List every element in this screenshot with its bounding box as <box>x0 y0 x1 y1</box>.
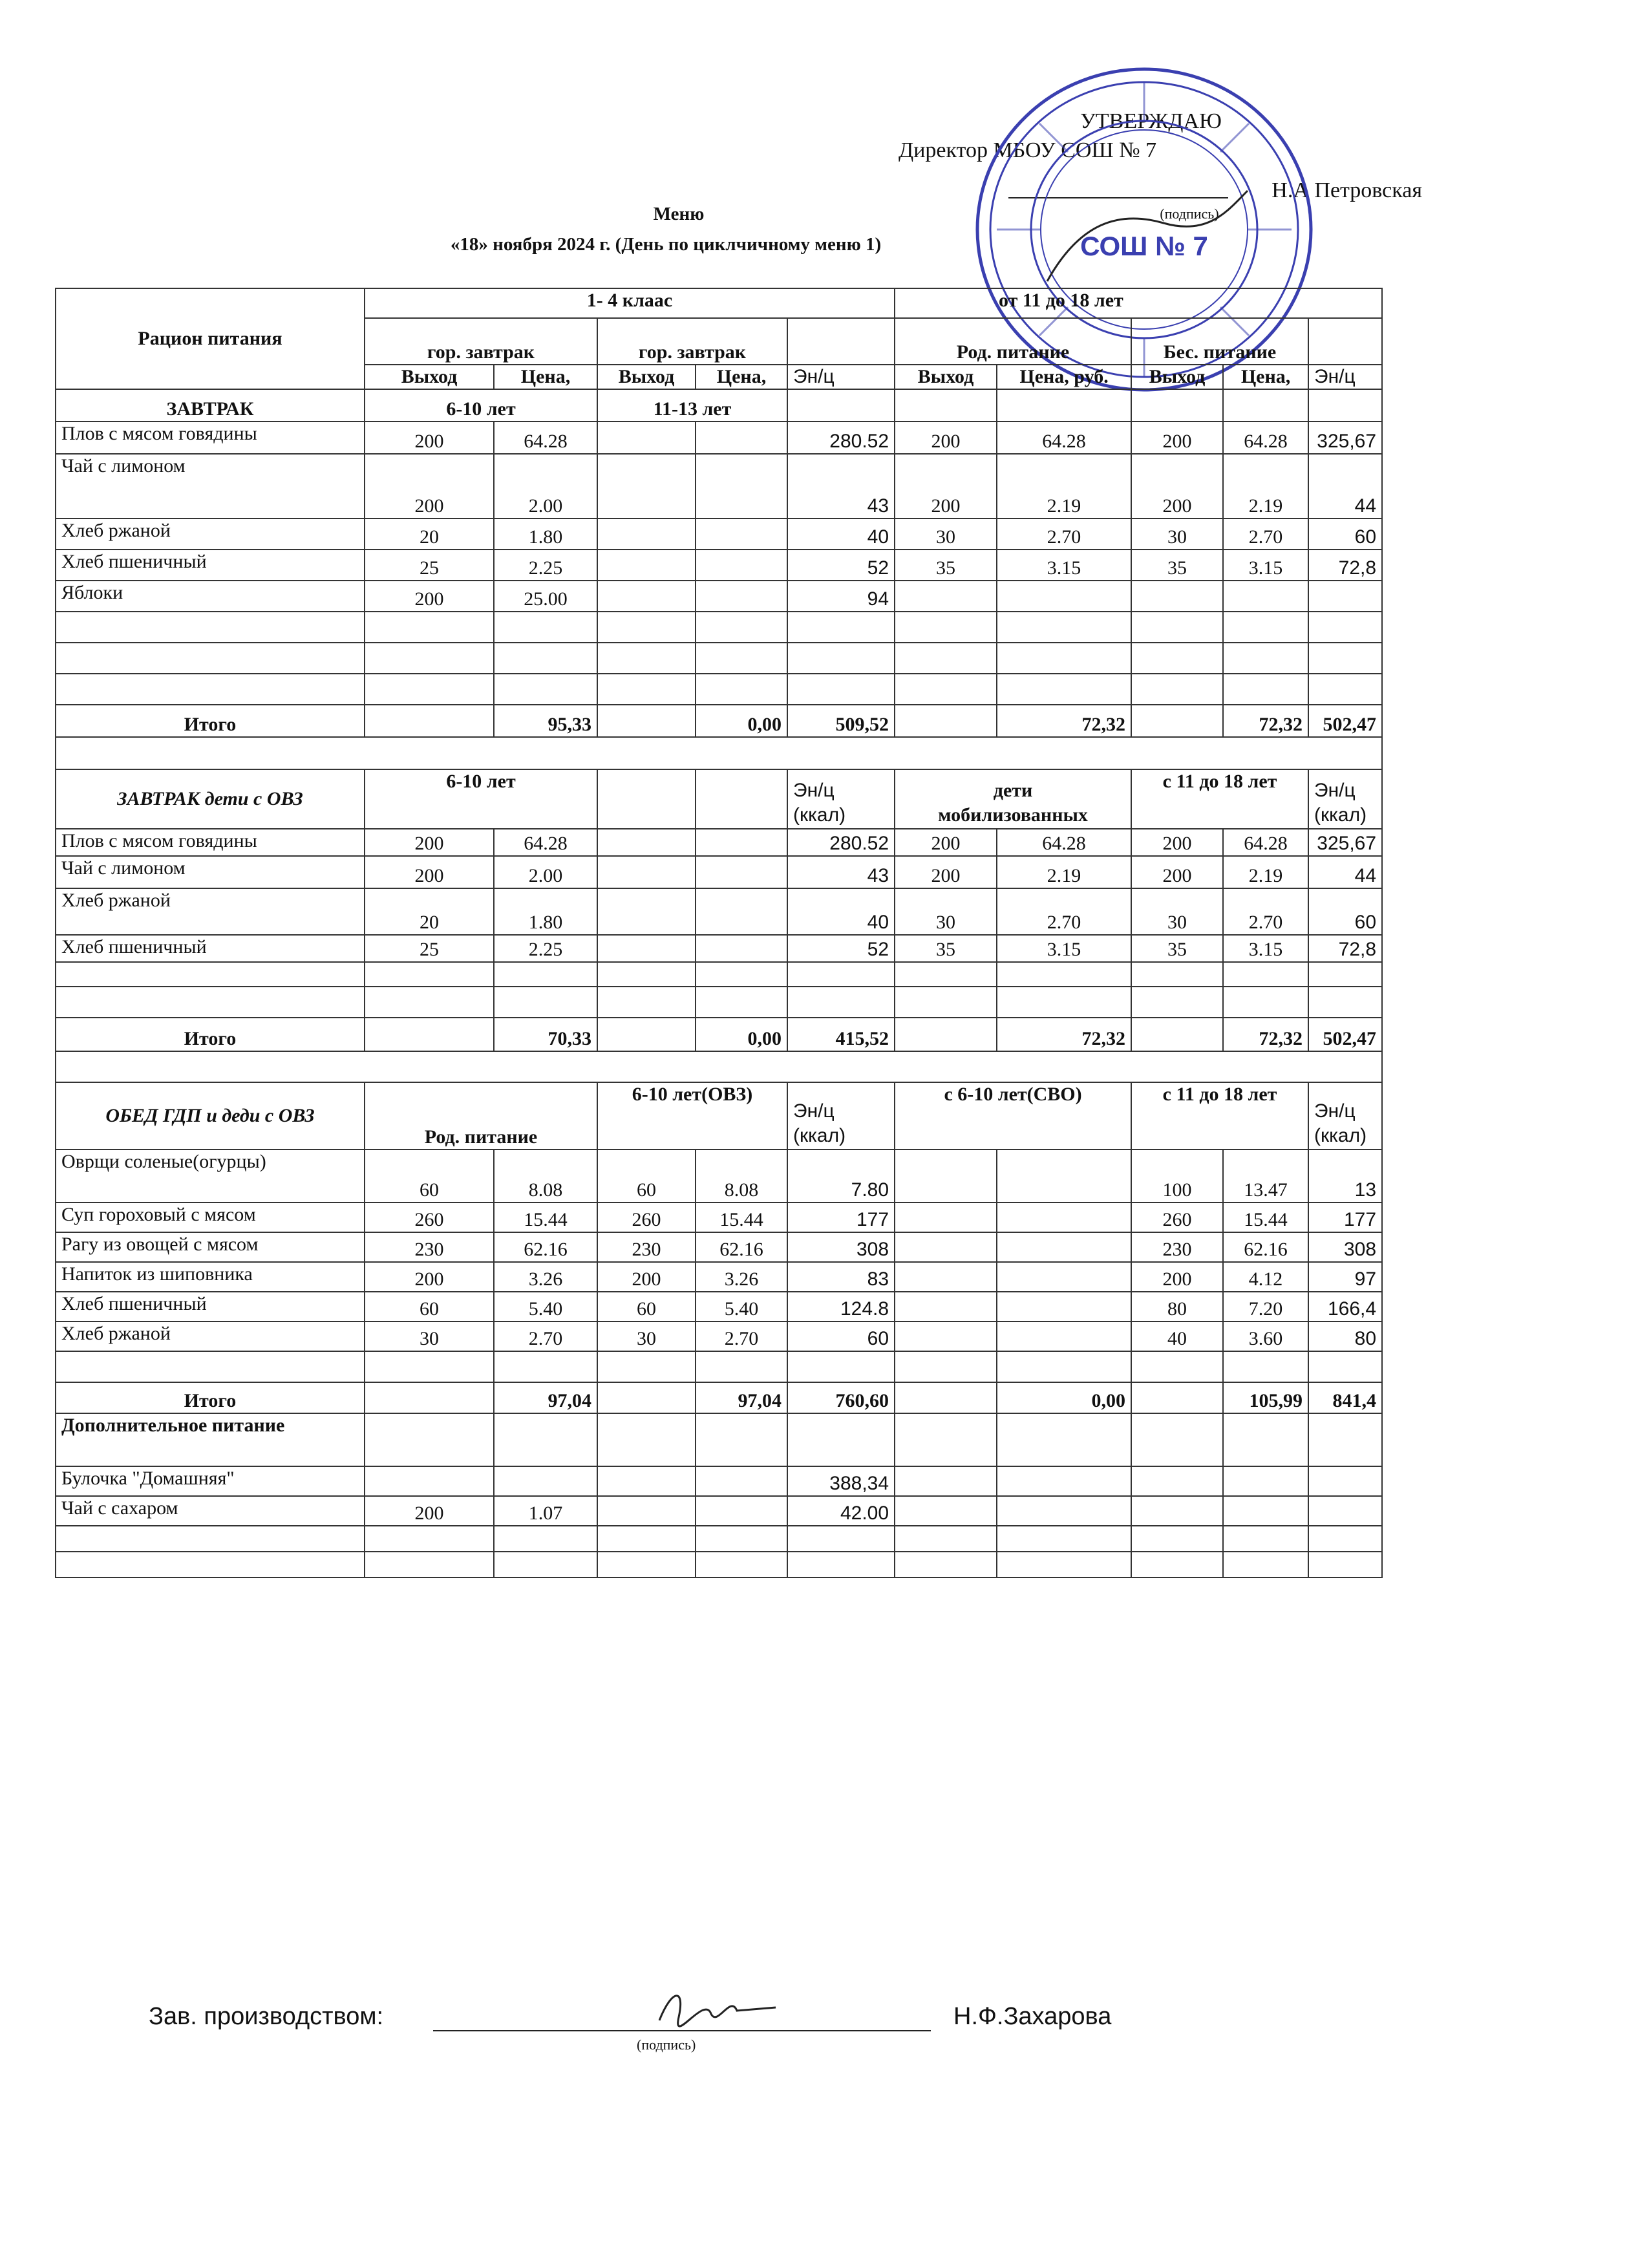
cell-price: 3.26 <box>494 1262 597 1292</box>
header-mobilized <box>895 769 1131 829</box>
total-row <box>56 1018 1382 1051</box>
energy-unit: (ккал) <box>793 1125 846 1146</box>
table-row <box>56 1203 1382 1232</box>
cell-out: 200 <box>365 1262 494 1292</box>
header-gor-breakfast-2: гор. завтрак <box>597 318 787 365</box>
cell-price: 3.15 <box>1223 550 1308 581</box>
cell-out: 200 <box>365 581 494 612</box>
section-title-breakfast: ЗАВТРАК <box>56 389 365 422</box>
cell-dish-name: Чай с сахаром <box>56 1496 365 1526</box>
cell-price: 2.00 <box>494 856 597 888</box>
cell-out <box>895 1262 997 1292</box>
cell-out <box>597 1466 696 1496</box>
cell-dish-name: Чай с лимоном <box>56 454 365 519</box>
section-age: 6-10 лет(ОВЗ) <box>597 1082 787 1150</box>
header-empty <box>1308 318 1382 365</box>
cell-out: 260 <box>1131 1203 1223 1232</box>
total-label: Итого <box>56 705 365 737</box>
cell-price: 5.40 <box>494 1292 597 1321</box>
cell-out: 30 <box>1131 519 1223 550</box>
cell-price: 1.07 <box>494 1496 597 1526</box>
total-value: 760,60 <box>787 1382 895 1413</box>
cell-out <box>895 1466 997 1496</box>
cell-price: 7.20 <box>1223 1292 1308 1321</box>
cell-energy: 52 <box>787 550 895 581</box>
header-grade: 1- 4 клаас <box>365 288 895 318</box>
cell-energy: 40 <box>787 888 895 935</box>
cell-price: 64.28 <box>494 829 597 856</box>
table-row <box>56 1292 1382 1321</box>
table-row <box>56 829 1382 856</box>
table-row <box>56 1466 1382 1496</box>
energy-label: Эн/ц <box>793 780 835 801</box>
cell-out <box>597 888 696 935</box>
header-out: Выход <box>365 365 494 389</box>
cell-energy: 40 <box>787 519 895 550</box>
cell-out <box>597 829 696 856</box>
cell-out: 230 <box>365 1232 494 1262</box>
cell-energy: 43 <box>787 856 895 888</box>
cell-energy <box>1308 1496 1382 1526</box>
header-price: Цена, руб. <box>997 365 1131 389</box>
cell-price <box>997 1262 1131 1292</box>
cell-energy: 124.8 <box>787 1292 895 1321</box>
cell-energy: 43 <box>787 454 895 519</box>
cell-out: 80 <box>1131 1292 1223 1321</box>
section-title-lunch: ОБЕД ГДП и деди с ОВЗ <box>56 1082 365 1150</box>
cell-price: 15.44 <box>494 1203 597 1232</box>
cell-dish-name: Хлеб ржаной <box>56 888 365 935</box>
header-energy: Эн/ц <box>1308 365 1382 389</box>
section-title-breakfast-ovz: ЗАВТРАК дети с ОВЗ <box>56 769 365 829</box>
energy-label: Эн/ц <box>1314 780 1356 801</box>
table-row <box>56 1232 1382 1262</box>
cell-out <box>597 422 696 454</box>
cell-out <box>597 935 696 962</box>
cell-energy: 308 <box>787 1232 895 1262</box>
cell-price: 2.19 <box>997 856 1131 888</box>
cell-energy: 60 <box>1308 888 1382 935</box>
total-value: 72,32 <box>1223 705 1308 737</box>
cell-out: 60 <box>597 1150 696 1203</box>
cell-out <box>895 1232 997 1262</box>
cell-out: 230 <box>597 1232 696 1262</box>
header-price: Цена, <box>494 365 597 389</box>
cell-price: 4.12 <box>1223 1262 1308 1292</box>
cell-price <box>494 1466 597 1496</box>
cell-out <box>1131 1466 1223 1496</box>
header-ration: Рацион питания <box>56 288 365 389</box>
header-age: от 11 до 18 лет <box>895 288 1382 318</box>
cell-energy: 177 <box>787 1203 895 1232</box>
footer-label: Зав. производством: <box>149 2003 384 2030</box>
cell-dish-name: Оврщи соленые(огурцы) <box>56 1150 365 1203</box>
table-row <box>56 1262 1382 1292</box>
cell-out: 30 <box>895 519 997 550</box>
cell-price <box>696 856 787 888</box>
cell-out <box>1131 1496 1223 1526</box>
cell-out: 30 <box>895 888 997 935</box>
cell-energy: 94 <box>787 581 895 612</box>
cell-price: 2.00 <box>494 454 597 519</box>
approve-label: УТВЕРЖДАЮ <box>1080 109 1222 133</box>
cell-energy: 177 <box>1308 1203 1382 1232</box>
cell-price: 2.70 <box>494 1321 597 1351</box>
cell-out: 35 <box>895 550 997 581</box>
cell-energy: 166,4 <box>1308 1292 1382 1321</box>
header-price: Цена, <box>1223 365 1308 389</box>
cell-out: 200 <box>365 454 494 519</box>
header-gor-breakfast-1: гор. завтрак <box>365 318 597 365</box>
cell-out: 60 <box>365 1292 494 1321</box>
cell-price: 8.08 <box>494 1150 597 1203</box>
cell-out <box>1131 581 1223 612</box>
table-row <box>56 1496 1382 1526</box>
section-svo: с 6-10 лет(СВО) <box>895 1082 1131 1150</box>
cell-price <box>696 581 787 612</box>
cell-price: 15.44 <box>1223 1203 1308 1232</box>
cell-out: 30 <box>1131 888 1223 935</box>
table-row <box>56 1150 1382 1203</box>
cell-out <box>597 519 696 550</box>
cell-out: 35 <box>895 935 997 962</box>
cell-energy: 325,67 <box>1308 829 1382 856</box>
cell-energy: 80 <box>1308 1321 1382 1351</box>
energy-label: Эн/ц <box>1314 1100 1356 1122</box>
cell-price <box>696 454 787 519</box>
total-value: 97,04 <box>696 1382 787 1413</box>
cell-dish-name: Суп гороховый с мясом <box>56 1203 365 1232</box>
section-age: 6-10 лет <box>365 769 597 829</box>
table-row <box>56 581 1382 612</box>
cell-price: 62.16 <box>1223 1232 1308 1262</box>
cell-out: 35 <box>1131 935 1223 962</box>
menu-table <box>55 288 1383 1578</box>
cell-price <box>1223 1496 1308 1526</box>
cell-price: 64.28 <box>1223 829 1308 856</box>
total-value: 0,00 <box>997 1382 1131 1413</box>
mobilized-label: мобилизованных <box>938 804 1088 826</box>
header-energy <box>1308 1082 1382 1150</box>
cell-price: 2.70 <box>1223 519 1308 550</box>
cell-price <box>997 581 1131 612</box>
cell-energy: 97 <box>1308 1262 1382 1292</box>
cell-price: 2.19 <box>1223 454 1308 519</box>
table-row <box>56 519 1382 550</box>
director-signature-label: (подпись) <box>1160 206 1219 222</box>
cell-price <box>997 1466 1131 1496</box>
cell-price <box>997 1321 1131 1351</box>
total-label: Итого <box>56 1018 365 1051</box>
total-value: 105,99 <box>1223 1382 1308 1413</box>
cell-dish-name: Хлеб ржаной <box>56 519 365 550</box>
cell-out <box>597 550 696 581</box>
cell-price: 2.19 <box>1223 856 1308 888</box>
energy-unit: (ккал) <box>793 804 846 826</box>
mobilized-label: дети <box>993 780 1033 801</box>
footer-name: Н.Ф.Захарова <box>953 2003 1112 2030</box>
cell-energy: 13 <box>1308 1150 1382 1203</box>
total-value: 415,52 <box>787 1018 895 1051</box>
cell-dish-name: Хлеб пшеничный <box>56 1292 365 1321</box>
cell-out <box>597 581 696 612</box>
cell-price: 2.25 <box>494 550 597 581</box>
cell-dish-name: Яблоки <box>56 581 365 612</box>
cell-price: 3.15 <box>997 550 1131 581</box>
cell-energy: 388,34 <box>787 1466 895 1496</box>
cell-dish-name: Плов с мясом говядины <box>56 829 365 856</box>
total-value: 0,00 <box>696 705 787 737</box>
header-out: Выход <box>895 365 997 389</box>
cell-energy: 52 <box>787 935 895 962</box>
cell-price: 2.70 <box>1223 888 1308 935</box>
cell-price <box>696 829 787 856</box>
cell-price: 13.47 <box>1223 1150 1308 1203</box>
cell-price: 2.70 <box>997 888 1131 935</box>
total-value: 70,33 <box>494 1018 597 1051</box>
header-empty <box>787 318 895 365</box>
total-value: 509,52 <box>787 705 895 737</box>
cell-price: 3.26 <box>696 1262 787 1292</box>
cell-price: 8.08 <box>696 1150 787 1203</box>
svg-text:СОШ № 7: СОШ № 7 <box>1080 231 1208 261</box>
cell-price <box>696 422 787 454</box>
total-value: 72,32 <box>1223 1018 1308 1051</box>
cell-price <box>696 519 787 550</box>
cell-dish-name: Напиток из шиповника <box>56 1262 365 1292</box>
cell-out <box>365 1466 494 1496</box>
cell-price: 64.28 <box>1223 422 1308 454</box>
cell-energy: 44 <box>1308 454 1382 519</box>
cell-price <box>1223 1466 1308 1496</box>
total-value: 97,04 <box>494 1382 597 1413</box>
cell-price: 2.25 <box>494 935 597 962</box>
cell-energy <box>1308 581 1382 612</box>
energy-unit: (ккал) <box>1314 1125 1367 1146</box>
cell-out: 60 <box>597 1292 696 1321</box>
cell-dish-name: Плов с мясом говядины <box>56 422 365 454</box>
footer-signature-mark <box>653 1982 782 2033</box>
cell-dish-name: Хлеб пшеничный <box>56 550 365 581</box>
cell-price: 3.15 <box>1223 935 1308 962</box>
cell-out: 200 <box>597 1262 696 1292</box>
cell-out: 200 <box>365 1496 494 1526</box>
page-title: Меню <box>653 204 705 224</box>
cell-price <box>997 1150 1131 1203</box>
cell-out: 20 <box>365 519 494 550</box>
cell-energy: 60 <box>787 1321 895 1351</box>
cell-dish-name: Рагу из овощей с мясом <box>56 1232 365 1262</box>
section-title-extra: Дополнительное питание <box>56 1413 365 1466</box>
cell-price: 2.70 <box>997 519 1131 550</box>
cell-energy: 83 <box>787 1262 895 1292</box>
cell-out: 230 <box>1131 1232 1223 1262</box>
cell-price: 5.40 <box>696 1292 787 1321</box>
cell-out: 200 <box>895 829 997 856</box>
cell-out: 20 <box>365 888 494 935</box>
table-row <box>56 454 1382 519</box>
energy-label: Эн/ц <box>793 1100 835 1122</box>
cell-energy: 72,8 <box>1308 935 1382 962</box>
cell-out <box>895 1292 997 1321</box>
cell-out: 260 <box>365 1203 494 1232</box>
cell-energy: 60 <box>1308 519 1382 550</box>
table-row <box>56 1321 1382 1351</box>
cell-price: 62.16 <box>696 1232 787 1262</box>
cell-price <box>1223 581 1308 612</box>
cell-dish-name: Чай с лимоном <box>56 856 365 888</box>
total-row <box>56 1382 1382 1413</box>
cell-out: 200 <box>1131 454 1223 519</box>
cell-price: 64.28 <box>997 422 1131 454</box>
total-value: 0,00 <box>696 1018 787 1051</box>
cell-energy <box>1308 1466 1382 1496</box>
cell-out: 30 <box>365 1321 494 1351</box>
total-value: 72,32 <box>997 1018 1131 1051</box>
cell-energy: 44 <box>1308 856 1382 888</box>
cell-price <box>696 935 787 962</box>
page-subtitle: «18» ноября 2024 г. (День по циклчичному меню 1) <box>450 234 882 255</box>
cell-out: 100 <box>1131 1150 1223 1203</box>
cell-dish-name: Хлеб пшеничный <box>56 935 365 962</box>
total-value: 502,47 <box>1308 705 1382 737</box>
table-row <box>56 935 1382 962</box>
cell-out: 35 <box>1131 550 1223 581</box>
cell-out <box>895 1496 997 1526</box>
cell-out <box>895 1150 997 1203</box>
cell-price: 3.60 <box>1223 1321 1308 1351</box>
cell-price: 2.19 <box>997 454 1131 519</box>
cell-price: 2.70 <box>696 1321 787 1351</box>
section-rod: Род. питание <box>365 1082 597 1150</box>
cell-price <box>696 1466 787 1496</box>
cell-out: 200 <box>365 829 494 856</box>
header-energy <box>1308 769 1382 829</box>
total-value: 841,4 <box>1308 1382 1382 1413</box>
header-price: Цена, <box>696 365 787 389</box>
cell-price: 62.16 <box>494 1232 597 1262</box>
section-age: с 11 до 18 лет <box>1131 769 1308 829</box>
cell-out: 40 <box>1131 1321 1223 1351</box>
cell-price <box>997 1292 1131 1321</box>
cell-price <box>696 1496 787 1526</box>
cell-energy: 280.52 <box>787 829 895 856</box>
section-age: 11-13 лет <box>597 389 787 422</box>
cell-energy: 42.00 <box>787 1496 895 1526</box>
total-row <box>56 705 1382 737</box>
cell-price: 3.15 <box>997 935 1131 962</box>
table-row <box>56 888 1382 935</box>
cell-out: 200 <box>1131 829 1223 856</box>
cell-energy: 325,67 <box>1308 422 1382 454</box>
director-line: Директор МБОУ СОШ № 7 <box>899 138 1157 162</box>
cell-dish-name: Булочка "Домашняя" <box>56 1466 365 1496</box>
cell-out: 25 <box>365 935 494 962</box>
cell-out: 200 <box>365 856 494 888</box>
header-bes: Бес. питание <box>1131 318 1308 365</box>
total-value: 502,47 <box>1308 1018 1382 1051</box>
cell-price: 64.28 <box>494 422 597 454</box>
cell-price: 64.28 <box>997 829 1131 856</box>
cell-price <box>696 888 787 935</box>
cell-out: 200 <box>1131 422 1223 454</box>
cell-energy: 7.80 <box>787 1150 895 1203</box>
cell-out: 60 <box>365 1150 494 1203</box>
cell-out: 200 <box>895 454 997 519</box>
cell-out <box>597 1496 696 1526</box>
cell-price: 15.44 <box>696 1203 787 1232</box>
cell-price <box>997 1496 1131 1526</box>
cell-price <box>696 550 787 581</box>
cell-price <box>997 1232 1131 1262</box>
cell-out: 200 <box>365 422 494 454</box>
director-signature-name: Н.А Петровская <box>1271 178 1422 202</box>
header-out: Выход <box>597 365 696 389</box>
section-age: 6-10 лет <box>365 389 597 422</box>
table-row <box>56 422 1382 454</box>
section-age: с 11 до 18 лет <box>1131 1082 1308 1150</box>
cell-out: 30 <box>597 1321 696 1351</box>
header-energy: Эн/ц <box>787 365 895 389</box>
header-energy <box>787 1082 895 1150</box>
total-label: Итого <box>56 1382 365 1413</box>
footer-signature-label: (подпись) <box>637 2037 696 2053</box>
cell-out <box>597 856 696 888</box>
table-row <box>56 856 1382 888</box>
cell-out: 200 <box>1131 856 1223 888</box>
cell-out <box>895 1321 997 1351</box>
cell-out <box>597 454 696 519</box>
cell-out: 200 <box>895 856 997 888</box>
cell-out <box>895 581 997 612</box>
cell-energy: 308 <box>1308 1232 1382 1262</box>
cell-out: 200 <box>1131 1262 1223 1292</box>
cell-dish-name: Хлеб ржаной <box>56 1321 365 1351</box>
header-rod: Род. питание <box>895 318 1131 365</box>
cell-price <box>997 1203 1131 1232</box>
header-out: Выход <box>1131 365 1223 389</box>
energy-unit: (ккал) <box>1314 804 1367 826</box>
cell-out: 25 <box>365 550 494 581</box>
table-row <box>56 550 1382 581</box>
cell-out <box>895 1203 997 1232</box>
cell-price: 1.80 <box>494 888 597 935</box>
total-value: 72,32 <box>997 705 1131 737</box>
cell-price: 25.00 <box>494 581 597 612</box>
cell-energy: 280.52 <box>787 422 895 454</box>
total-value: 95,33 <box>494 705 597 737</box>
cell-out: 200 <box>895 422 997 454</box>
cell-price: 1.80 <box>494 519 597 550</box>
cell-out: 260 <box>597 1203 696 1232</box>
header-energy <box>787 769 895 829</box>
cell-energy: 72,8 <box>1308 550 1382 581</box>
